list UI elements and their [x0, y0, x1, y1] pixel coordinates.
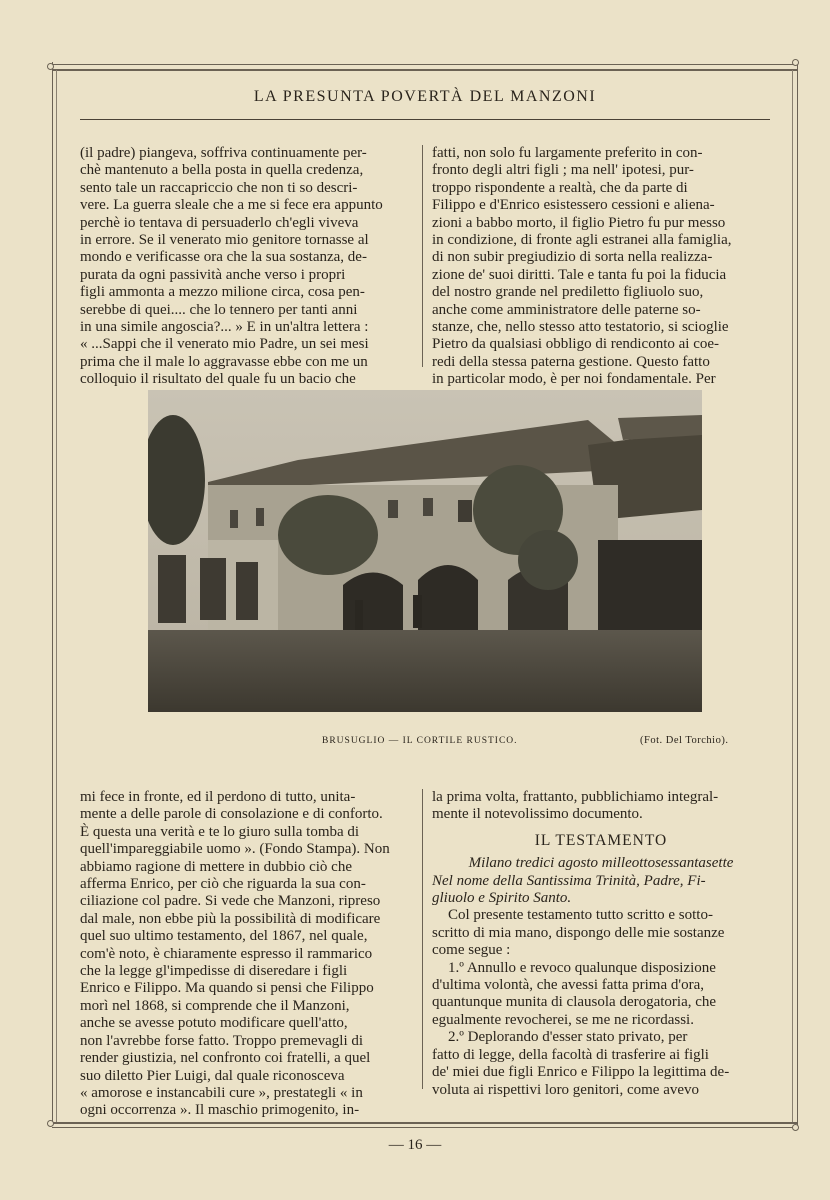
- corner-ornament: [792, 1124, 799, 1131]
- text-line: zione de' suoi diritti. Tale e tanta fu poi la fiducia: [432, 266, 727, 283]
- text-line: redi della stessa paterna gestione. Questo fatto: [432, 353, 710, 370]
- text-line: 1.º Annullo e revoco qualunque disposizione: [448, 959, 716, 976]
- text-line: dal male, non ebbe più la possibilità di modificare: [80, 910, 381, 927]
- text-line: « amorose e instancabili cure », prestategli « in: [80, 1084, 363, 1101]
- column-left-top: [80, 145, 412, 389]
- text-line: (il padre) piangeva, soffriva continuamente per-: [80, 145, 367, 161]
- text-line: fatto di legge, della facoltà di trasferire ai figli: [432, 1046, 709, 1063]
- column-divider: [422, 145, 423, 367]
- text-line: « ...Sappi che il venerato mio Padre, un sei mesi: [80, 336, 369, 353]
- text-line: Milano tredici agosto milleottosessantasette: [468, 855, 734, 872]
- text-line: vere. La guerra sleale che a me si fece era appunto: [80, 197, 383, 214]
- photo-caption: BRUSUGLIO — IL CORTILE RUSTICO.: [322, 736, 518, 746]
- text-line: troppo rispondente a realtà, che da parte di: [432, 179, 688, 196]
- column-right-bottom: [432, 789, 770, 1099]
- corner-ornament: [47, 63, 54, 70]
- text-line: quell'impareggiabile uomo ». (Fondo Stampa). Non: [80, 841, 390, 858]
- text-line: quel suo ultimo testamento, del 1867, nel quale,: [80, 928, 368, 945]
- text-line: mi fece in fronte, ed il perdono di tutto, unita-: [80, 789, 356, 805]
- text-line: in condizione, di fronte agli estranei alla famiglia,: [432, 232, 732, 249]
- bottom-rule: [52, 1127, 798, 1128]
- text-line: mente il notevolissimo documento.: [432, 806, 643, 823]
- column-divider: [422, 789, 423, 1089]
- text-line: mondo e verificasse ora che la sua sostanza, de-: [80, 249, 367, 266]
- text-line: mente a delle parole di consolazione e di conforto.: [80, 806, 383, 823]
- text-line: Nel nome della Santissima Trinità, Padre, Fi-: [432, 872, 706, 889]
- text-line: afferma Enrico, per ciò che riguarda la sua con-: [80, 876, 366, 893]
- photo-credit: (Fot. Del Torchio).: [640, 735, 729, 746]
- text-line: egualmente revocherei, se me ne ricordassi.: [432, 1011, 694, 1028]
- bottom-rule-thick: [52, 1122, 798, 1124]
- text-line: de' miei due figli Enrico e Filippo la legittima de-: [432, 1064, 730, 1081]
- text-line: quantunque munita di clausola derogatoria, che: [432, 994, 717, 1011]
- text-line: prima che il male lo aggravasse ebbe con me un: [80, 353, 368, 370]
- text-line: sento tale un raccapriccio che non ti so descri-: [80, 179, 358, 196]
- text-line: gliuolo e Spirito Santo.: [432, 890, 572, 907]
- text-line: in errore. Se il venerato mio genitore tornasse al: [80, 232, 369, 249]
- text-line: stanze, che, nello stesso atto testatorio, si scioglie: [432, 319, 729, 336]
- text-line: in una simile angoscia?... » E in un'altra lettera :: [80, 319, 369, 336]
- page-number: — 16 —: [388, 1137, 442, 1153]
- text-line: Enrico e Filippo. Ma quando si pensi che Filippo: [80, 980, 374, 997]
- text-line: Col presente testamento tutto scritto e sotto-: [448, 907, 713, 924]
- text-line: abbiamo ragione di mettere in dubbio ciò che: [80, 858, 352, 875]
- inner-left-rule: [56, 70, 57, 1122]
- text-line: com'è noto, è chiaramente espresso il rammarico: [80, 945, 373, 962]
- text-line: fatti, non solo fu largamente preferito in con-: [432, 145, 703, 161]
- text-line: figli ammonta a mezzo milione circa, cosa pen-: [80, 284, 365, 301]
- testament-heading: [432, 855, 770, 907]
- text-line: È questa una verità e te lo giuro sulla tomba di: [80, 823, 360, 840]
- courtyard-photo-illustration: [148, 390, 702, 712]
- top-rule: [52, 64, 798, 65]
- text-line: fronto degli altri figli ; ma nell' ipotesi, pur-: [432, 162, 694, 179]
- corner-ornament: [792, 59, 799, 66]
- text-line: anche se avesse potuto modificare quell'atto,: [80, 1015, 348, 1032]
- text-line: ciliazione col padre. Si vede che Manzoni, ripreso: [80, 893, 381, 910]
- text-line: 2.º Deplorando d'esser stato privato, per: [448, 1029, 688, 1046]
- text-line: che la legge gl'impedisse di diseredare i figli: [80, 963, 348, 980]
- text-line: morì nel 1868, si comprende che il Manzoni,: [80, 997, 350, 1014]
- text-line: serebbe di quei.... che lo tennero per tanti anni: [80, 301, 358, 318]
- text-line: d'ultima volontà, che avessi fatta prima d'ora,: [432, 977, 704, 994]
- text-line: suo diletto Pier Luigi, dal quale riconosceva: [80, 1067, 345, 1084]
- column-left-bottom: [80, 789, 412, 1120]
- text-line: purata da ogni passività anche verso i propri: [80, 266, 346, 283]
- text-line: render giustizia, nel confronto coi fratelli, a quel: [80, 1050, 371, 1067]
- inner-right-rule: [792, 70, 793, 1122]
- testament-body: [432, 907, 770, 1098]
- text-line: scritto di mia mano, dispongo delle mie sostanze: [432, 924, 725, 941]
- text-line: in particolar modo, è per noi fondamentale. Per: [432, 371, 716, 388]
- section-title: IL TESTAMENTO: [534, 831, 668, 849]
- text-line: anche come amministratore delle paterne so-: [432, 301, 701, 318]
- text-line: come segue :: [432, 942, 511, 959]
- text-line: Filippo e d'Enrico esistessero cessioni e aliena-: [432, 197, 715, 214]
- head-rule: [80, 119, 770, 120]
- text-line: ogni occorrenza ». Il maschio primogenito, in-: [80, 1102, 360, 1119]
- text-line: Pietro da qualsiasi obbligo di rendiconto ai coe-: [432, 336, 720, 353]
- courtyard-photo: [148, 390, 702, 712]
- intro-text: [432, 789, 770, 824]
- text-line: di non subir pregiudizio di sorta nella realizza-: [432, 249, 713, 266]
- running-head: LA PRESUNTA POVERTÀ DEL MANZONI: [253, 88, 597, 105]
- text-line: chè mantenuto a bella posta in quella credenza,: [80, 162, 364, 179]
- text-line: non l'avrebbe forse fatto. Troppo premevagli di: [80, 1032, 364, 1049]
- text-line: del nostro grande nel prediletto figliuolo suo,: [432, 284, 704, 301]
- text-line: zioni a babbo morto, il figlio Pietro fu pur messo: [432, 214, 726, 231]
- top-rule-thick: [52, 69, 798, 71]
- text-line: colloquio il risultato del quale fu un bacio che: [80, 371, 356, 388]
- text-line: la prima volta, frattanto, pubblichiamo integral-: [432, 789, 719, 805]
- text-line: voluta ai rispettivi loro genitori, come avevo: [432, 1081, 700, 1098]
- column-right-top: [432, 145, 770, 389]
- corner-ornament: [47, 1120, 54, 1127]
- text-line: perchè io tentava di persuaderlo ch'egli viveva: [80, 214, 359, 231]
